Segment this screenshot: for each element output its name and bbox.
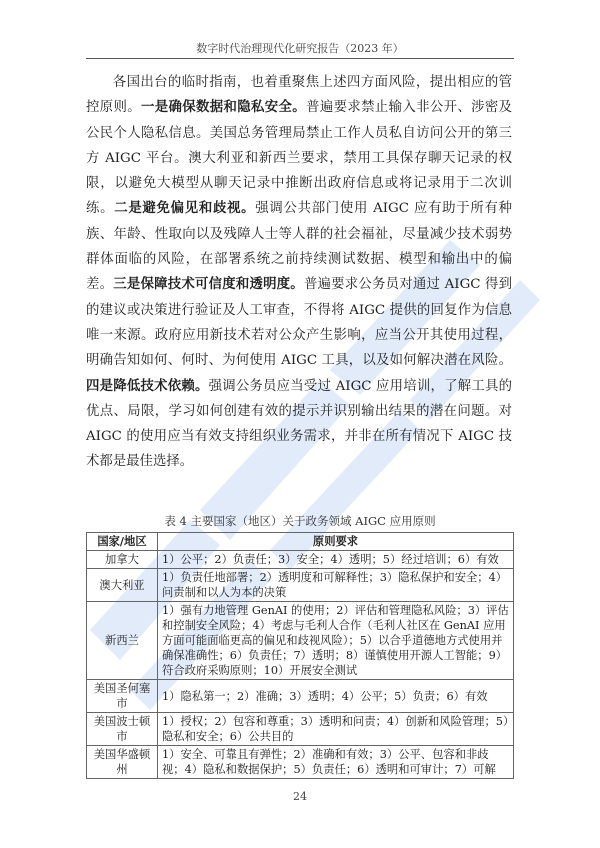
body-paragraph	[86, 70, 512, 475]
cell-region: 美国波士顿市	[87, 713, 158, 746]
table-caption: 表 4 主要国家（地区）关于政务领域 AIGC 应用原则	[164, 514, 436, 528]
header-divider	[86, 58, 514, 59]
cell-region: 新西兰	[87, 602, 158, 680]
page-number: 24	[293, 790, 307, 803]
heading-dependency: 四是降低技术依赖。	[86, 377, 209, 394]
table-row	[87, 602, 514, 680]
table-row	[87, 680, 514, 713]
cell-requirements: 1）授权；2）包容和尊重；3）透明和问责；4）创新和风险管理；5）隐私和安全；6）公共目的	[158, 713, 514, 746]
table-row	[87, 713, 514, 746]
paragraph-intro: 各国出台的临时指南，也着重聚焦上述四方面风险，提出相应的管控原则。	[86, 75, 512, 116]
cell-requirements: 1）负责任地部署；2）透明度和可解释性；3）隐私保护和安全；4）问责制和以人为本的决策	[158, 569, 514, 602]
cell-requirements: 1）隐私第一；2）准确；3）透明；4）公平；5）负责；6）有效	[158, 680, 514, 713]
cell-requirements: 1）安全、可靠且有弹性；2）准确和有效；3）公平、包容和非歧视；4）隐私和数据保护；5）负责任；6）透明和可审计；7）可解	[158, 746, 514, 779]
principles-table	[86, 532, 514, 779]
cell-region: 澳大利亚	[87, 569, 158, 602]
cell-region: 加拿大	[87, 551, 158, 569]
text-dependency: 强调公务员应当受过 AIGC 应用培训，了解工具的优点、局限，学习如何创建有效的提示并识别输出结果的潜在问题。对 AIGC 的使用应当有效支持组织业务需求，并非在所有情况下 AIGC 技术都是最佳选择。	[86, 378, 512, 470]
table-header-row	[87, 533, 514, 551]
header-requirements: 原则要求	[158, 533, 514, 551]
cell-requirements: 1）强有力地管理 GenAI 的使用；2）评估和管理隐私风险；3）评估和控制安全风险；4）考虑与毛利人合作（毛利人社区在 GenAI 应用方面可能面临更高的偏见和歧视风险）；5）以合乎道德地方式使用并确保准确性；6）负责任；7）透明；8）谨慎使用开源人工智能；9）符合政府采购原则；10）开展安全测试	[158, 602, 514, 680]
cell-region: 美国圣何塞市	[87, 680, 158, 713]
table-row	[87, 551, 514, 569]
cell-requirements: 1）公平；2）负责任；3）安全；4）透明；5）经过培训；6）有效	[158, 551, 514, 569]
text-transparency: 普遍要求公务员对通过 AIGC 得到的建议或决策进行验证及人工审查，不得将 AIGC 提供的回复作为信息唯一来源。政府应用新技术若对公众产生影响，应当公开其使用过程，明确告知如何、何时、为何使用 AIGC 工具，以及如何解决潜在风险。	[86, 277, 513, 369]
header-region: 国家/地区	[87, 533, 158, 551]
page-header: 数字时代治理现代化研究报告（2023 年）	[196, 42, 404, 55]
text-bias: 强调公共部门使用 AIGC 应有助于所有种族、年龄、性取向以及残障人士等人群的社会福祉，尽量减少技术弱势群体面临的风险，在部署系统之前持续测试数据、模型和输出中的偏差。	[86, 201, 513, 293]
table-row	[87, 569, 514, 602]
heading-transparency: 三是保障技术可信度和透明度。	[113, 276, 304, 293]
heading-data-privacy: 一是确保数据和隐私安全。	[141, 99, 307, 116]
heading-bias: 二是避免偏见和歧视。	[114, 200, 256, 217]
cell-region: 美国华盛顿州	[87, 746, 158, 779]
text-data-privacy: 普遍要求禁止输入非公开、涉密及公民个人隐私信息。美国总务管理局禁止工作人员私自访问公开的第三方 AIGC 平台。澳大利亚和新西兰要求，禁用工具保存聊天记录的权限，以避免大模型从聊天记录中推断出政府信息或将记录用于二次训练。	[86, 100, 513, 217]
table-row	[87, 746, 514, 779]
